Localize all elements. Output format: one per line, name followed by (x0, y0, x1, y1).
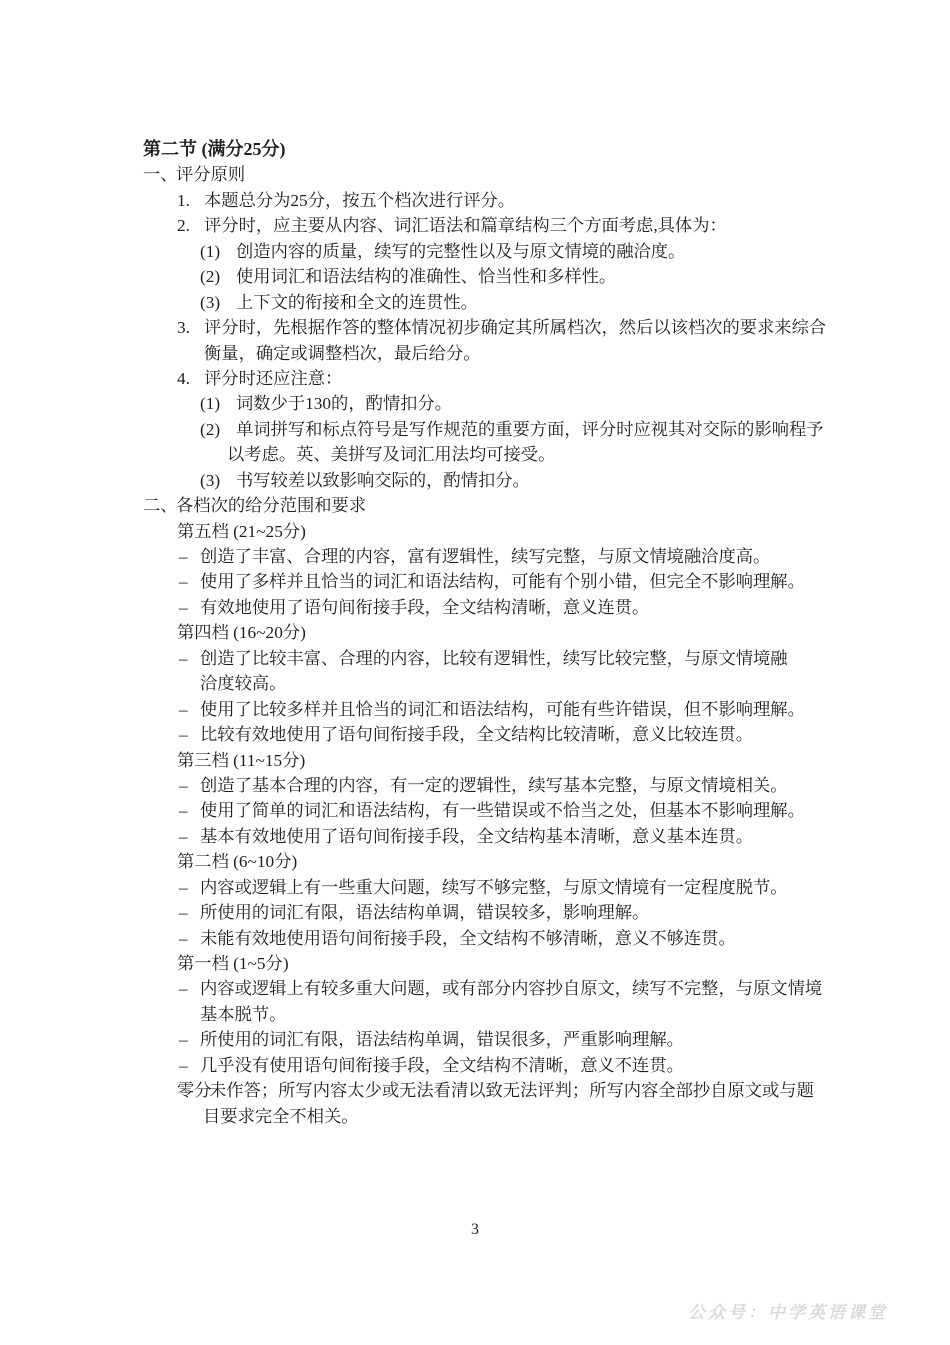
doc-line-sub (143, 468, 923, 493)
line-marker: (1) (200, 394, 221, 414)
doc-line-dash (143, 569, 923, 594)
doc-line-tier (143, 519, 923, 544)
doc-line-dash (143, 798, 923, 823)
doc-line-sub (143, 264, 923, 289)
line-marker: – (179, 801, 188, 821)
line-text: 使用了简单的词汇和语法结构，有一些错误或不恰当之处，但基本不影响理解。 (200, 801, 805, 821)
line-text: 评分时还应注意： (204, 368, 343, 388)
line-text: 词数少于130的，酌情扣分。 (236, 394, 453, 414)
line-marker: – (179, 877, 188, 897)
line-marker: (3) (200, 292, 221, 312)
line-marker: 一、 (143, 165, 178, 185)
doc-line-tier (143, 748, 923, 773)
line-text: 未能有效地使用语句间衔接手段，全文结构不够清晰，意义不够连贯。 (200, 928, 736, 948)
line-text: 上下文的衔接和全文的连贯性。 (236, 292, 478, 312)
doc-line-dashcont (143, 1002, 923, 1027)
line-marker: 4. (177, 368, 190, 388)
doc-line-dash (143, 595, 923, 620)
doc-line-sub (143, 391, 923, 416)
line-text: 所使用的词汇有限，语法结构单调，错误较多，影响理解。 (200, 903, 650, 923)
line-text: 目要求完全不相关。 (203, 1106, 359, 1126)
line-marker: – (179, 775, 188, 795)
doc-line-dash (143, 1053, 923, 1078)
doc-line-sec (143, 162, 923, 187)
line-marker: – (179, 699, 188, 719)
line-marker: – (179, 648, 188, 668)
line-marker: (2) (200, 267, 221, 287)
line-text: 第二节 (满分25分) (143, 139, 286, 159)
line-text: 几乎没有使用语句间衔接手段，全文结构不清晰，意义不连贯。 (200, 1055, 684, 1075)
line-text: 基本脱节。 (200, 1004, 287, 1024)
line-text: 评分时，应主要从内容、词汇语法和篇章结构三个方面考虑,具体为： (204, 216, 727, 236)
line-text: 各档次的给分范围和要求 (176, 496, 367, 516)
doc-line-title (143, 137, 923, 162)
line-text: 比较有效地使用了语句间衔接手段，全文结构比较清晰，意义比较连贯。 (200, 725, 754, 745)
line-marker: 2. (177, 216, 190, 236)
line-marker: – (179, 547, 188, 566)
line-marker: – (179, 1030, 188, 1050)
doc-line-tier (143, 620, 923, 645)
doc-line-num (143, 366, 923, 391)
doc-line-subcont (143, 442, 923, 467)
doc-line-dash (143, 697, 923, 722)
line-marker: – (179, 725, 188, 745)
line-marker: (2) (200, 419, 221, 439)
page-number: 3 (471, 1221, 479, 1238)
line-marker: (3) (200, 470, 221, 490)
line-text: 使用了比较多样并且恰当的词汇和语法结构，可能有些许错误，但不影响理解。 (200, 699, 805, 719)
line-text: 评分原则 (176, 165, 246, 185)
doc-line-zero (143, 1078, 923, 1103)
line-text: 创造了比较丰富、合理的内容，比较有逻辑性，续写比较完整，与原文情境融 (200, 648, 788, 668)
line-text: 有效地使用了语句间衔接手段，全文结构清晰，意义连贯。 (200, 597, 650, 617)
line-text: 第五档 (21~25分) (177, 521, 306, 541)
line-text: 基本有效地使用了语句间衔接手段，全文结构基本清晰，意义基本连贯。 (200, 826, 754, 846)
line-marker: 3. (177, 318, 190, 338)
line-marker: 零分 (177, 1081, 212, 1101)
doc-line-dash (143, 926, 923, 951)
watermark-text: 公众号：中学英语课堂 (688, 1303, 888, 1322)
doc-line-sec (143, 493, 923, 518)
document-body (143, 137, 923, 1129)
line-text: 衡量，确定或调整档次，最后给分。 (204, 343, 481, 363)
doc-line-dash (143, 976, 923, 1001)
doc-line-dash (143, 544, 923, 569)
doc-line-sub (143, 239, 923, 264)
line-text: 第四档 (16~20分) (177, 623, 306, 643)
doc-line-dashcont (143, 671, 923, 696)
doc-line-zerocont (143, 1104, 923, 1129)
line-marker: – (179, 979, 188, 999)
doc-line-dash (143, 900, 923, 925)
line-text: 以考虑。英、美拼写及词汇用法均可接受。 (227, 445, 556, 465)
doc-line-dash (143, 824, 923, 849)
line-marker: – (179, 903, 188, 923)
doc-line-num (143, 213, 923, 238)
doc-line-dash (143, 773, 923, 798)
line-text: 内容或逻辑上有较多重大问题，或有部分内容抄自原文，续写不完整，与原文情境 (200, 979, 823, 999)
line-text: 所使用的词汇有限，语法结构单调，错误很多，严重影响理解。 (200, 1030, 684, 1050)
line-marker: 二、 (143, 496, 178, 516)
doc-line-num (143, 188, 923, 213)
doc-line-sub (143, 290, 923, 315)
doc-line-sub (143, 417, 923, 442)
line-marker: – (179, 597, 188, 617)
line-text: 第一档 (1~5分) (177, 954, 289, 973)
line-text: 单词拼写和标点符号是写作规范的重要方面，评分时应视其对交际的影响程予 (236, 419, 824, 439)
line-text: 创造了丰富、合理的内容，富有逻辑性，续写完整，与原文情境融洽度高。 (200, 547, 771, 566)
doc-line-tier (143, 849, 923, 874)
line-text: 第二档 (6~10分) (177, 852, 298, 872)
line-text: 第三档 (11~15分) (177, 750, 306, 770)
line-text: 内容或逻辑上有一些重大问题，续写不够完整，与原文情境有一定程度脱节。 (200, 877, 788, 897)
line-text: 使用词汇和语法结构的准确性、恰当性和多样性。 (236, 267, 617, 287)
line-text: 创造了基本合理的内容，有一定的逻辑性，续写基本完整，与原文情境相关。 (200, 775, 788, 795)
line-text: 洽度较高。 (200, 674, 287, 694)
line-text: 未作答；所写内容太少或无法看清以致无法评判；所写内容全部抄自原文或与题 (209, 1081, 814, 1101)
doc-line-dash (143, 646, 923, 671)
line-marker: 1. (177, 190, 190, 210)
line-text: 评分时，先根据作答的整体情况初步确定其所属档次，然后以该档次的要求来综合 (204, 318, 827, 338)
line-marker: – (179, 572, 188, 592)
doc-line-dash (143, 875, 923, 900)
doc-line-num (143, 315, 923, 340)
line-text: 创造内容的质量，续写的完整性以及与原文情境的融洽度。 (236, 241, 686, 261)
line-text: 书写较差以致影响交际的，酌情扣分。 (236, 470, 530, 490)
line-marker: – (179, 826, 188, 846)
line-marker: (1) (200, 241, 221, 261)
doc-line-dash (143, 722, 923, 747)
line-text: 使用了多样并且恰当的词汇和语法结构，可能有个别小错，但完全不影响理解。 (200, 572, 805, 592)
doc-line-tier (143, 951, 923, 976)
line-marker: – (179, 1055, 188, 1075)
doc-line-numcont (143, 341, 923, 366)
doc-line-dash (143, 1027, 923, 1052)
line-text: 本题总分为25分，按五个档次进行评分。 (204, 190, 516, 210)
line-marker: – (179, 928, 188, 948)
